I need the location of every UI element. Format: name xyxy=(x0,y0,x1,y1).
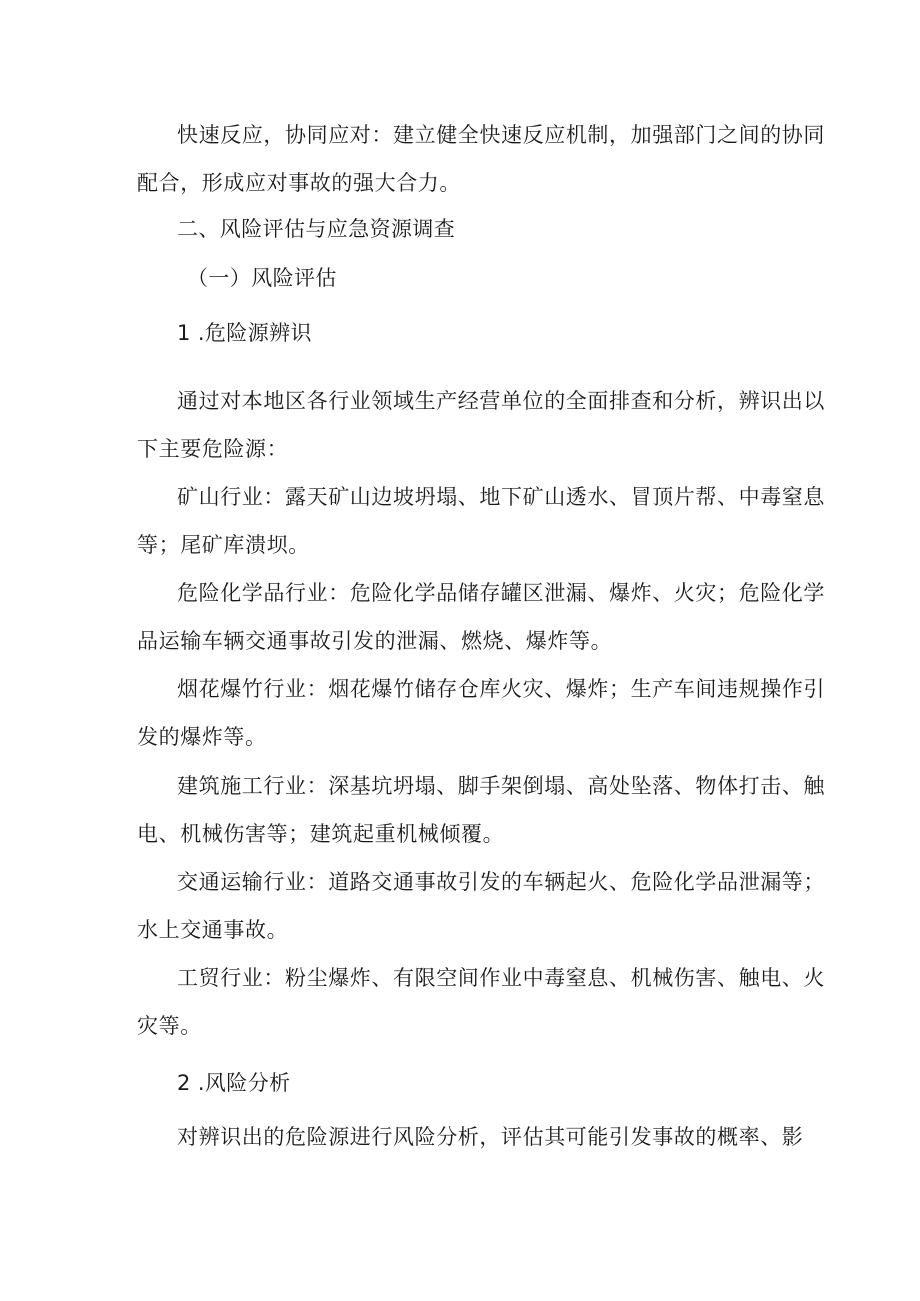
paragraph-industry-trade-line-2: 灾等。 xyxy=(137,1014,202,1038)
paragraph-construction-line-1: 建筑施工行业：深基坑坍塌、脚手架倒塌、高处坠落、物体打击、触 xyxy=(177,774,825,798)
paragraph-mining-line-2: 等；尾矿库溃坝。 xyxy=(137,533,310,557)
paragraph-mining-line-1: 矿山行业：露天矿山边坡坍塌、地下矿山透水、冒顶片帮、中毒窒息 xyxy=(177,485,825,509)
paragraph-transport-line-2: 水上交通事故。 xyxy=(137,918,289,942)
paragraph-fireworks-line-1: 烟花爆竹行业：烟花爆竹储存仓库火灾、爆炸；生产车间违规操作引 xyxy=(177,677,825,701)
paragraph-fireworks-line-2: 发的爆炸等。 xyxy=(137,725,267,749)
paragraph-identification-line-1: 通过对本地区各行业领域生产经营单位的全面排查和分析，辨识出以 xyxy=(177,389,825,413)
paragraph-quick-response-line-2: 配合，形成应对事故的强大合力。 xyxy=(137,171,461,195)
item-heading-hazard-identification: 1 .危险源辨识 xyxy=(177,321,312,345)
section-heading-risk-assessment: 二、风险评估与应急资源调查 xyxy=(177,217,456,241)
paragraph-risk-analysis-line-1: 对辨识出的危险源进行风险分析，评估其可能引发事故的概率、影 xyxy=(177,1125,804,1149)
paragraph-hazardous-chemicals-line-2: 品运输车辆交通事故引发的泄漏、燃烧、爆炸等。 xyxy=(137,629,613,653)
item-heading-risk-analysis: 2 .风险分析 xyxy=(177,1071,291,1095)
paragraph-identification-line-2: 下主要危险源： xyxy=(137,437,289,461)
paragraph-transport-line-1: 交通运输行业：道路交通事故引发的车辆起火、危险化学品泄漏等； xyxy=(177,870,825,894)
paragraph-construction-line-2: 电、机械伤害等；建筑起重机械倾覆。 xyxy=(137,822,505,846)
paragraph-industry-trade-line-1: 工贸行业：粉尘爆炸、有限空间作业中毒窒息、机械伤害、触电、火 xyxy=(177,966,825,990)
paragraph-hazardous-chemicals-line-1: 危险化学品行业：危险化学品储存罐区泄漏、爆炸、火灾；危险化学 xyxy=(177,581,825,605)
paragraph-quick-response-line-1: 快速反应，协同应对：建立健全快速反应机制，加强部门之间的协同 xyxy=(177,123,825,147)
subsection-heading-risk-evaluation: （一）风险评估 xyxy=(187,266,337,290)
